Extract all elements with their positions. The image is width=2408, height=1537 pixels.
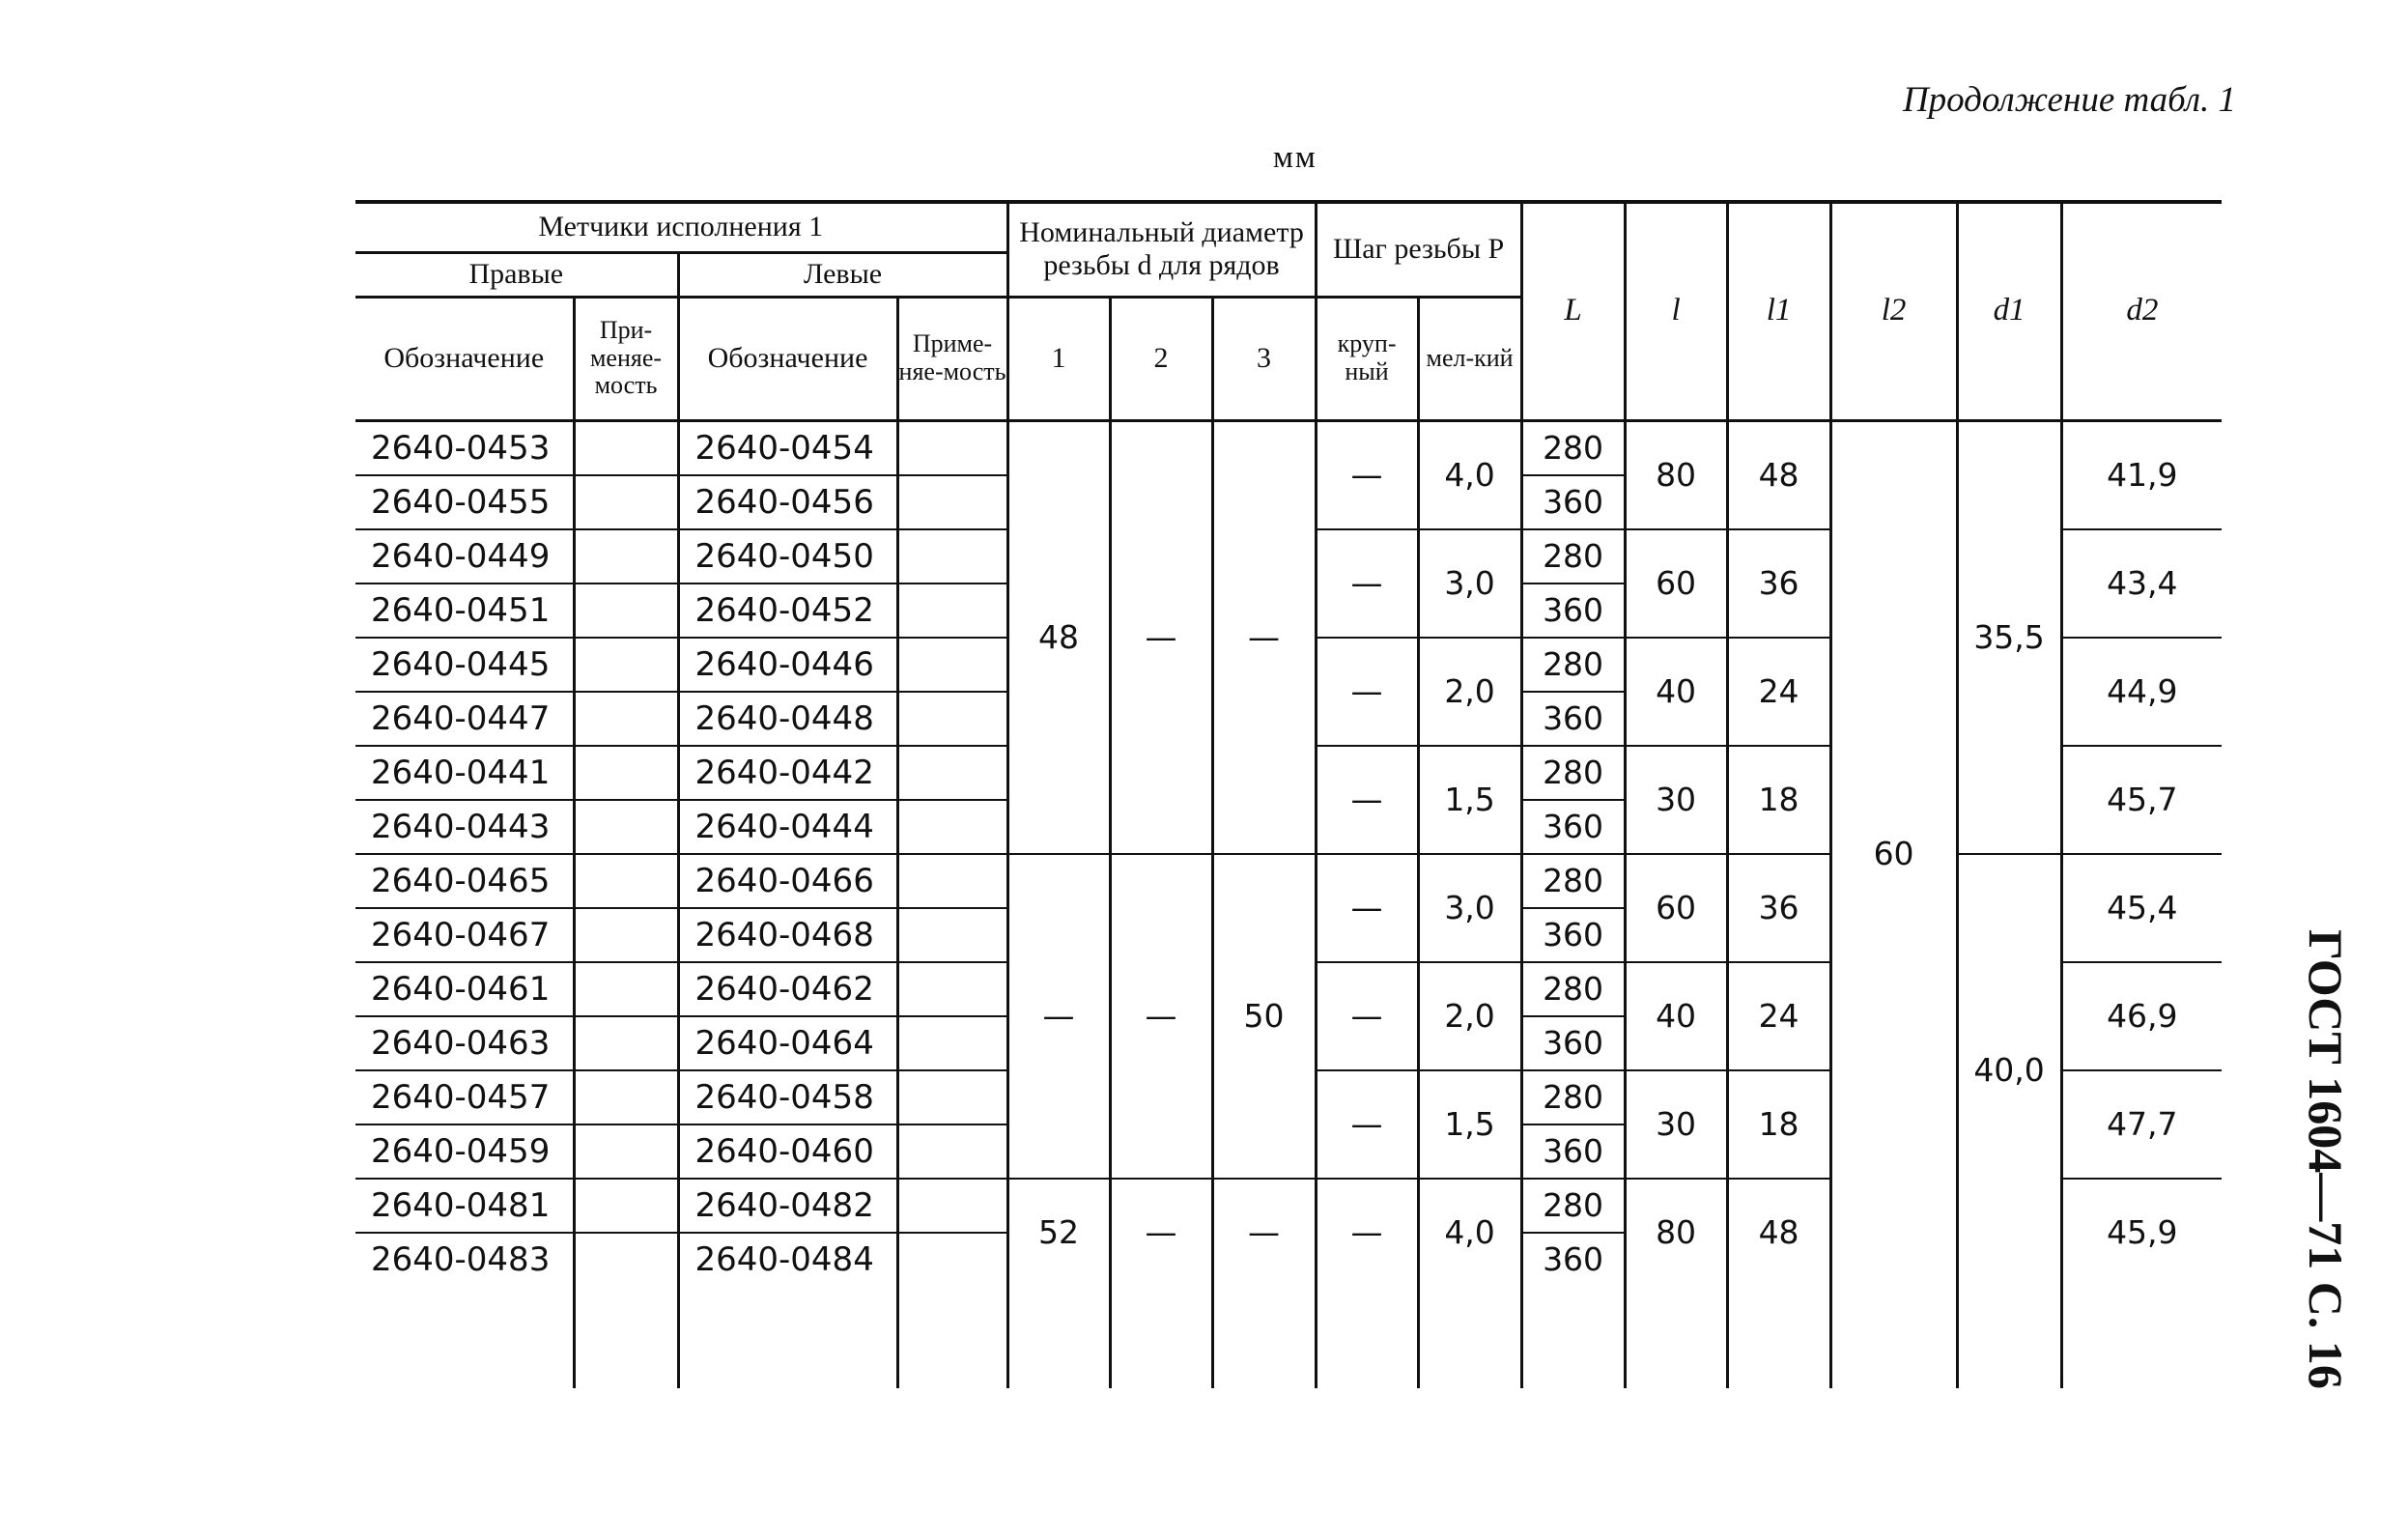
header-pitch	[1316, 202, 1521, 297]
length-l: 30	[1625, 1070, 1727, 1179]
left-designation: 2640-0462	[678, 962, 897, 1016]
filler-cell	[1007, 1286, 1110, 1389]
left-designation: 2640-0450	[678, 529, 897, 583]
right-applicability	[574, 583, 678, 638]
length-l: 60	[1625, 854, 1727, 962]
header-nominal-diameter: Номинальный диаметр резьбы d для рядов	[1007, 202, 1316, 297]
header-designation-right: Обозначение	[355, 297, 574, 420]
left-applicability	[897, 475, 1007, 529]
left-designation: 2640-0446	[678, 638, 897, 692]
right-applicability	[574, 475, 678, 529]
length-l1: 18	[1727, 1070, 1830, 1179]
diameter-d2: 45,9	[2061, 1179, 2222, 1286]
length-L: 280	[1521, 962, 1625, 1016]
diameter-d2: 41,9	[2061, 420, 2222, 529]
filler-cell	[1521, 1286, 1625, 1389]
diameter-d2: 46,9	[2061, 962, 2222, 1070]
header-l1: l1	[1727, 202, 1830, 420]
length-L: 280	[1521, 529, 1625, 583]
continuation-title: Продолжение табл. 1	[1902, 80, 2236, 120]
pitch-fine: 4,0	[1418, 1179, 1521, 1286]
left-applicability	[897, 1070, 1007, 1124]
length-l: 40	[1625, 638, 1727, 746]
length-l2: 60	[1830, 420, 1957, 1286]
length-L: 360	[1521, 1016, 1625, 1070]
left-designation: 2640-0482	[678, 1179, 897, 1233]
left-designation: 2640-0442	[678, 746, 897, 800]
left-designation: 2640-0484	[678, 1233, 897, 1286]
left-applicability	[897, 908, 1007, 962]
pitch-coarse: —	[1316, 962, 1418, 1070]
taps-table	[355, 200, 2222, 1388]
left-designation: 2640-0466	[678, 854, 897, 908]
left-applicability	[897, 420, 1007, 475]
length-l1: 18	[1727, 746, 1830, 854]
left-designation: 2640-0464	[678, 1016, 897, 1070]
header-row-1: 1	[1007, 297, 1110, 420]
left-applicability	[897, 1179, 1007, 1233]
diameter-row-2: —	[1110, 420, 1212, 854]
left-applicability	[897, 962, 1007, 1016]
diameter-row-3: —	[1212, 1179, 1316, 1286]
length-l1: 48	[1727, 1179, 1830, 1286]
right-applicability	[574, 529, 678, 583]
filler-cell	[897, 1286, 1007, 1389]
filler-cell	[2061, 1286, 2222, 1389]
length-l1: 48	[1727, 420, 1830, 529]
filler-cell	[1212, 1286, 1316, 1389]
right-designation: 2640-0457	[355, 1070, 574, 1124]
header-applicability-left: Приме-няе-мость	[897, 297, 1007, 420]
table-row	[355, 420, 2222, 475]
filler-cell	[1957, 1286, 2061, 1389]
right-applicability	[574, 746, 678, 800]
length-L: 280	[1521, 854, 1625, 908]
diameter-d1: 40,0	[1957, 854, 2061, 1286]
header-d1: d1	[1957, 202, 2061, 420]
left-applicability	[897, 1233, 1007, 1286]
length-L: 360	[1521, 692, 1625, 746]
pitch-fine: 2,0	[1418, 638, 1521, 746]
units-label: мм	[1273, 140, 1317, 175]
right-designation: 2640-0467	[355, 908, 574, 962]
pitch-coarse: —	[1316, 746, 1418, 854]
right-applicability	[574, 1016, 678, 1070]
length-L: 360	[1521, 800, 1625, 854]
right-applicability	[574, 1124, 678, 1179]
header-taps-group: Метчики исполнения 1	[355, 202, 1007, 252]
header-L: L	[1521, 202, 1625, 420]
left-designation: 2640-0444	[678, 800, 897, 854]
filler-cell	[1316, 1286, 1418, 1389]
filler-cell	[355, 1286, 574, 1389]
right-applicability	[574, 800, 678, 854]
right-designation: 2640-0449	[355, 529, 574, 583]
table-body	[355, 202, 2222, 1388]
right-designation: 2640-0455	[355, 475, 574, 529]
right-applicability	[574, 1233, 678, 1286]
length-L: 360	[1521, 1124, 1625, 1179]
header-row-2: 2	[1110, 297, 1212, 420]
diameter-row-2: —	[1110, 854, 1212, 1179]
diameter-d2: 43,4	[2061, 529, 2222, 638]
filler-cell	[1625, 1286, 1727, 1389]
right-applicability	[574, 908, 678, 962]
right-designation: 2640-0465	[355, 854, 574, 908]
pitch-fine: 3,0	[1418, 529, 1521, 638]
header-right: Правые	[355, 252, 678, 297]
filler-cell	[1830, 1286, 1957, 1389]
length-L: 280	[1521, 1070, 1625, 1124]
right-applicability	[574, 1070, 678, 1124]
right-applicability	[574, 638, 678, 692]
length-L: 280	[1521, 638, 1625, 692]
right-designation: 2640-0483	[355, 1233, 574, 1286]
length-L: 360	[1521, 583, 1625, 638]
left-designation: 2640-0454	[678, 420, 897, 475]
filler-cell	[1418, 1286, 1521, 1389]
pitch-fine: 4,0	[1418, 420, 1521, 529]
gost-page-label: ГОСТ 1604—71 С. 16	[2299, 929, 2353, 1389]
header-designation-left: Обозначение	[678, 297, 897, 420]
diameter-d2: 44,9	[2061, 638, 2222, 746]
length-L: 360	[1521, 475, 1625, 529]
right-designation: 2640-0445	[355, 638, 574, 692]
left-applicability	[897, 638, 1007, 692]
right-applicability	[574, 962, 678, 1016]
left-designation: 2640-0456	[678, 475, 897, 529]
right-designation: 2640-0453	[355, 420, 574, 475]
length-l1: 36	[1727, 854, 1830, 962]
pitch-fine: 1,5	[1418, 746, 1521, 854]
filler-cell	[678, 1286, 897, 1389]
right-designation: 2640-0461	[355, 962, 574, 1016]
right-applicability	[574, 420, 678, 475]
right-designation: 2640-0443	[355, 800, 574, 854]
left-applicability	[897, 529, 1007, 583]
length-L: 280	[1521, 746, 1625, 800]
diameter-d2: 45,4	[2061, 854, 2222, 962]
left-applicability	[897, 746, 1007, 800]
left-applicability	[897, 1124, 1007, 1179]
right-designation: 2640-0447	[355, 692, 574, 746]
length-l: 60	[1625, 529, 1727, 638]
length-l: 40	[1625, 962, 1727, 1070]
table-filler-row	[355, 1286, 2222, 1389]
right-designation: 2640-0481	[355, 1179, 574, 1233]
pitch-coarse: —	[1316, 529, 1418, 638]
right-designation: 2640-0451	[355, 583, 574, 638]
pitch-coarse: —	[1316, 1179, 1418, 1286]
header-d2: d2	[2061, 202, 2222, 420]
right-applicability	[574, 692, 678, 746]
left-designation: 2640-0458	[678, 1070, 897, 1124]
diameter-row-1: 48	[1007, 420, 1110, 854]
pitch-coarse: —	[1316, 420, 1418, 529]
left-applicability	[897, 583, 1007, 638]
header-applicability-right: При-меняе-мость	[574, 297, 678, 420]
left-designation: 2640-0448	[678, 692, 897, 746]
length-L: 280	[1521, 1179, 1625, 1233]
left-applicability	[897, 800, 1007, 854]
length-l1: 24	[1727, 962, 1830, 1070]
diameter-row-3: 50	[1212, 854, 1316, 1179]
diameter-d2: 45,7	[2061, 746, 2222, 854]
length-l: 30	[1625, 746, 1727, 854]
filler-cell	[574, 1286, 678, 1389]
diameter-row-1: —	[1007, 854, 1110, 1179]
filler-cell	[1727, 1286, 1830, 1389]
pitch-fine: 1,5	[1418, 1070, 1521, 1179]
left-designation: 2640-0468	[678, 908, 897, 962]
right-applicability	[574, 854, 678, 908]
left-applicability	[897, 854, 1007, 908]
left-designation: 2640-0460	[678, 1124, 897, 1179]
pitch-coarse: —	[1316, 1070, 1418, 1179]
pitch-coarse: —	[1316, 638, 1418, 746]
left-applicability	[897, 692, 1007, 746]
right-applicability	[574, 1179, 678, 1233]
diameter-row-1: 52	[1007, 1179, 1110, 1286]
length-L: 280	[1521, 420, 1625, 475]
diameter-row-2: —	[1110, 1179, 1212, 1286]
header-row-3: 3	[1212, 297, 1316, 420]
pitch-fine: 3,0	[1418, 854, 1521, 962]
right-designation: 2640-0441	[355, 746, 574, 800]
filler-cell	[1110, 1286, 1212, 1389]
header-left: Левые	[678, 252, 1007, 297]
header-pitch-label: Шаг резьбы P	[1332, 233, 1505, 265]
header-l2: l2	[1830, 202, 1957, 420]
left-designation: 2640-0452	[678, 583, 897, 638]
length-l1: 36	[1727, 529, 1830, 638]
right-designation: 2640-0463	[355, 1016, 574, 1070]
diameter-d2: 47,7	[2061, 1070, 2222, 1179]
length-L: 360	[1521, 1233, 1625, 1286]
length-L: 360	[1521, 908, 1625, 962]
right-designation: 2640-0459	[355, 1124, 574, 1179]
length-l: 80	[1625, 1179, 1727, 1286]
pitch-fine: 2,0	[1418, 962, 1521, 1070]
left-applicability	[897, 1016, 1007, 1070]
length-l1: 24	[1727, 638, 1830, 746]
length-l: 80	[1625, 420, 1727, 529]
header-fine: мел-кий	[1418, 297, 1521, 420]
pitch-coarse: —	[1316, 854, 1418, 962]
diameter-row-3: —	[1212, 420, 1316, 854]
header-l: l	[1625, 202, 1727, 420]
diameter-d1: 35,5	[1957, 420, 2061, 854]
header-coarse: круп-ный	[1316, 297, 1418, 420]
